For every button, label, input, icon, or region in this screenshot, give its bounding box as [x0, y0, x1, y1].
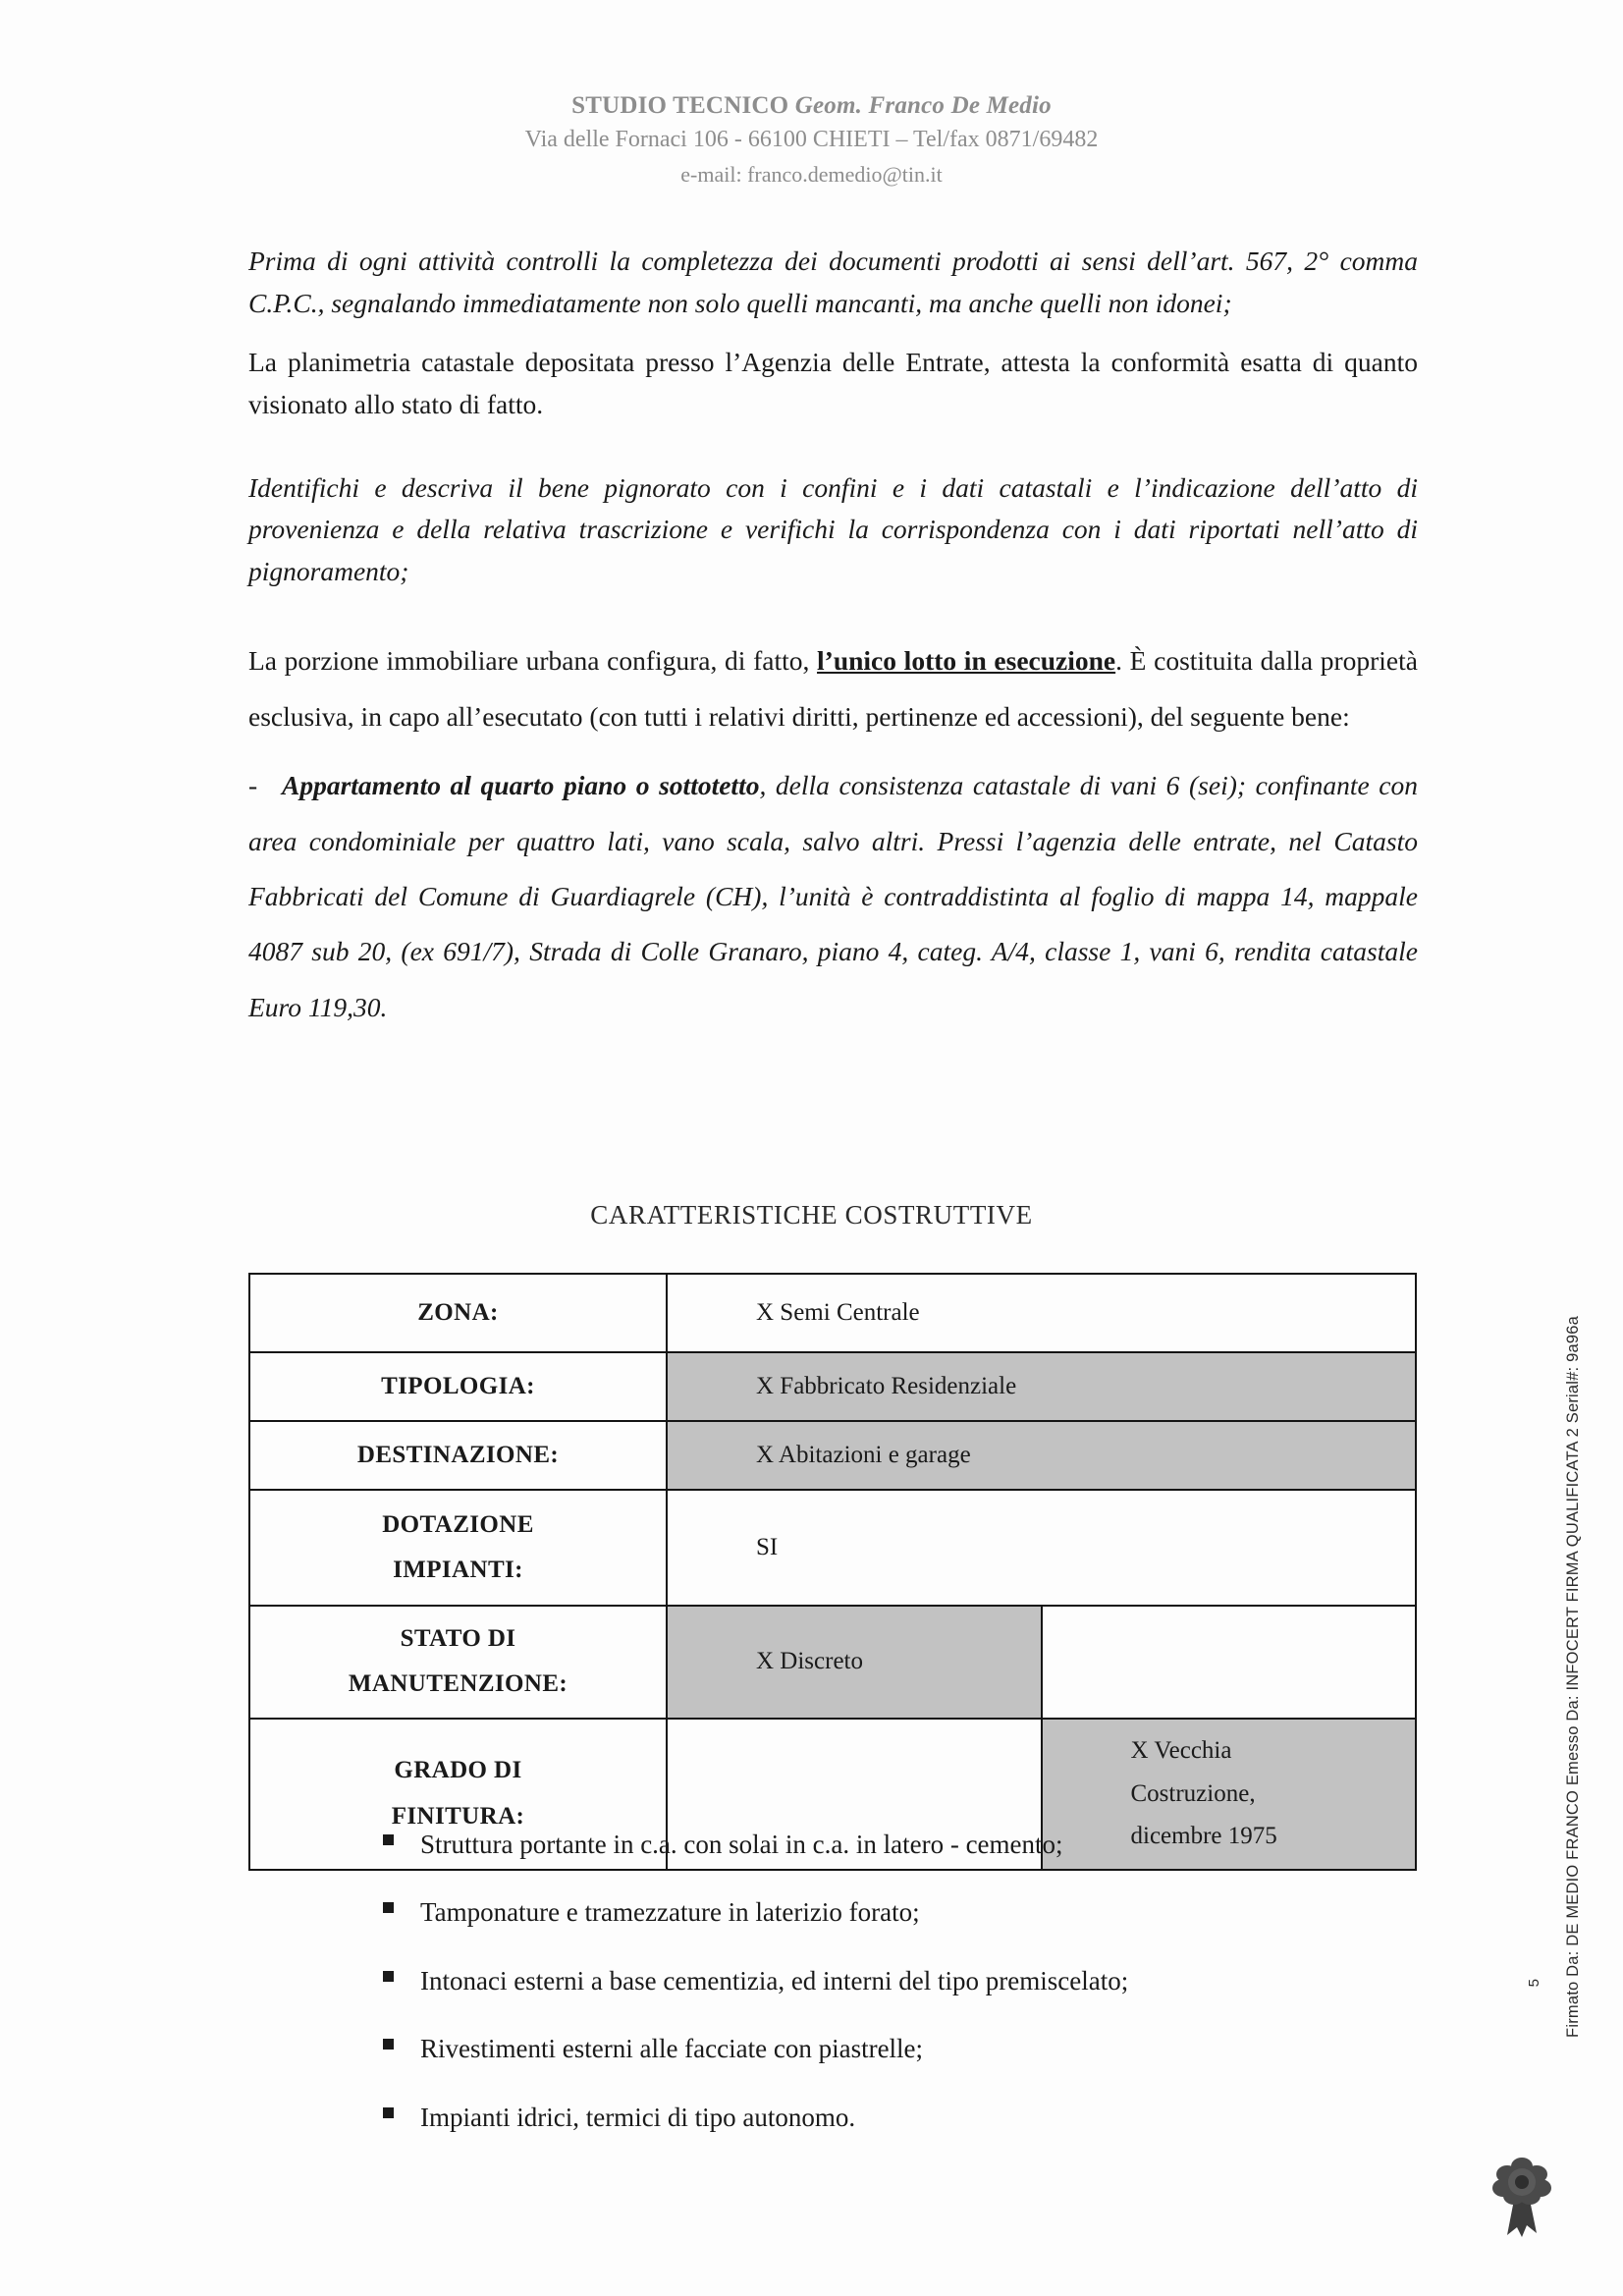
table-row	[249, 1274, 1416, 1352]
list-item	[383, 1827, 1414, 1862]
row-value-tipologia: X Fabbricato Residenziale	[667, 1352, 1416, 1421]
list-item-label: Impianti idrici, termici di tipo autonomo.	[420, 2102, 856, 2132]
document-body	[248, 241, 1418, 1035]
answer-paragraph-1: La planimetria catastale depositata presso l’Agenzia delle Entrate, attesta la conformità esatta di quanto visionato allo stato di fatto.	[248, 347, 1418, 419]
answer-2-pre: La porzione immobiliare urbana configura, di fatto,	[248, 645, 818, 677]
row-label-tipologia: TIPOLOGIA:	[249, 1352, 667, 1421]
digital-signature-text: Firmato Da: DE MEDIO FRANCO Emesso Da: INFOCERT FIRMA QUALIFICATA 2 Serial#: 9a96a	[1563, 1316, 1582, 2038]
label-line-2: MANUTENZIONE:	[348, 1670, 568, 1698]
label-line-1: DOTAZIONE	[382, 1510, 534, 1538]
signature-seal-icon	[1488, 2153, 1556, 2237]
letterhead-address: Via delle Fornaci 106 - 66100 CHIETI – Tel/fax 0871/69482	[524, 127, 1099, 153]
list-item	[383, 1894, 1414, 1930]
row-label-zona: ZONA:	[249, 1274, 667, 1352]
answer-paragraph-2	[248, 633, 1418, 744]
asset-details: , della consistenza catastale di vani 6 (sei); confinante con area condominiale per quattro lati, vano scala, salvo altri. Pressi l’agenzia delle entrate, nel Catasto Fabbricati del Comune di Guardiagrele (CH), l’unità è contraddistinta al foglio di mappa 14, mappale 4087 sub 20, (ex 691/7), Strada di Colle Granaro, piano 4, categ. A/4, classe 1, vani 6, rendita catastale Euro 119,30.	[248, 770, 1418, 1022]
row-label-dotazione-impianti	[249, 1490, 667, 1606]
row-value-destinazione: X Abitazioni e garage	[667, 1421, 1416, 1490]
list-item	[383, 1963, 1414, 1998]
square-bullet-icon	[383, 1827, 420, 1856]
asset-description	[248, 758, 1418, 1035]
letterhead	[0, 90, 1623, 191]
right-line-1: X Vecchia	[1130, 1736, 1232, 1764]
spacer	[248, 324, 1418, 342]
square-bullet-icon	[383, 2031, 420, 2060]
list-item	[383, 2031, 1414, 2066]
list-item-label: Struttura portante in c.a. con solai in c.a. in latero - cemento;	[420, 1830, 1063, 1859]
list-item-label: Intonaci esterni a base cementizia, ed interni del tipo premiscelato;	[420, 1965, 1129, 1995]
row-label-stato-manutenzione	[249, 1606, 667, 1719]
studio-label: STUDIO TECNICO	[571, 92, 795, 119]
label-line-2: IMPIANTI:	[393, 1557, 523, 1583]
table-row	[249, 1490, 1416, 1606]
construction-features-list	[383, 1827, 1414, 2167]
letterhead-title-line	[0, 90, 1623, 121]
spacer	[248, 744, 1418, 758]
label-line-2: FINITURA:	[391, 1802, 525, 1830]
instruction-paragraph-1: Prima di ogni attività controlli la completezza dei documenti prodotti ai sensi dell’art. 567, 2° comma C.P.C., segnalando immediatamente non solo quelli mancanti, ma anche quelli non idonei;	[248, 246, 1418, 318]
label-line-1: STATO DI	[400, 1625, 516, 1652]
table-row	[249, 1352, 1416, 1421]
section-heading: CARATTERISTICHE COSTRUTTIVE	[590, 1200, 1033, 1230]
row-value-stato-manutenzione: X Discreto	[667, 1606, 1042, 1719]
square-bullet-icon	[383, 1894, 420, 1924]
square-bullet-icon	[383, 1963, 420, 1993]
square-bullet-icon	[383, 2100, 420, 2129]
answer-2-post: . È costituita dalla proprietà esclusiva, in capo all’esecutato (con tutti i relativi diritti, pertinenze ed accessioni), del seguente bene:	[248, 645, 1418, 732]
instruction-paragraph-2: Identifichi e descriva il bene pignorato con i confini e i dati catastali e l’indicazione dell’atto di provenienza e della relativa trascrizione e verifichi la corrispondenza con i dati riportati nell’atto di pignoramento;	[248, 471, 1418, 586]
unico-lotto-emphasis: l’unico lotto in esecuzione	[817, 645, 1116, 677]
list-item	[383, 2100, 1414, 2135]
row-label-destinazione: DESTINAZIONE:	[249, 1421, 667, 1490]
right-line-3: dicembre 1975	[1130, 1823, 1277, 1850]
page-number: 5	[1526, 1979, 1542, 1988]
asset-title: Appartamento al quarto piano o sottotetto	[282, 770, 760, 801]
row-value-zona: X Semi Centrale	[667, 1274, 1416, 1352]
row-value-stato-manutenzione-right	[1042, 1606, 1417, 1719]
digital-signature-strip	[1558, 1316, 1588, 2102]
spacer	[248, 592, 1418, 633]
letterhead-email: e-mail: franco.demedio@tin.it	[680, 162, 943, 188]
dash-marker: -	[248, 770, 258, 801]
table-row	[249, 1606, 1416, 1719]
right-line-2: Costruzione,	[1130, 1779, 1256, 1807]
owner-name: Geom. Franco De Medio	[794, 92, 1052, 119]
list-item-label: Tamponature e tramezzature in laterizio forato;	[420, 1897, 920, 1928]
list-item-label: Rivestimenti esterni alle facciate con piastrelle;	[420, 2034, 924, 2064]
label-line-1: GRADO DI	[394, 1757, 522, 1784]
row-value-dotazione-impianti: SI	[667, 1490, 1416, 1606]
construction-characteristics-table	[248, 1273, 1417, 1871]
spacer	[248, 426, 1418, 467]
table-row	[249, 1421, 1416, 1490]
